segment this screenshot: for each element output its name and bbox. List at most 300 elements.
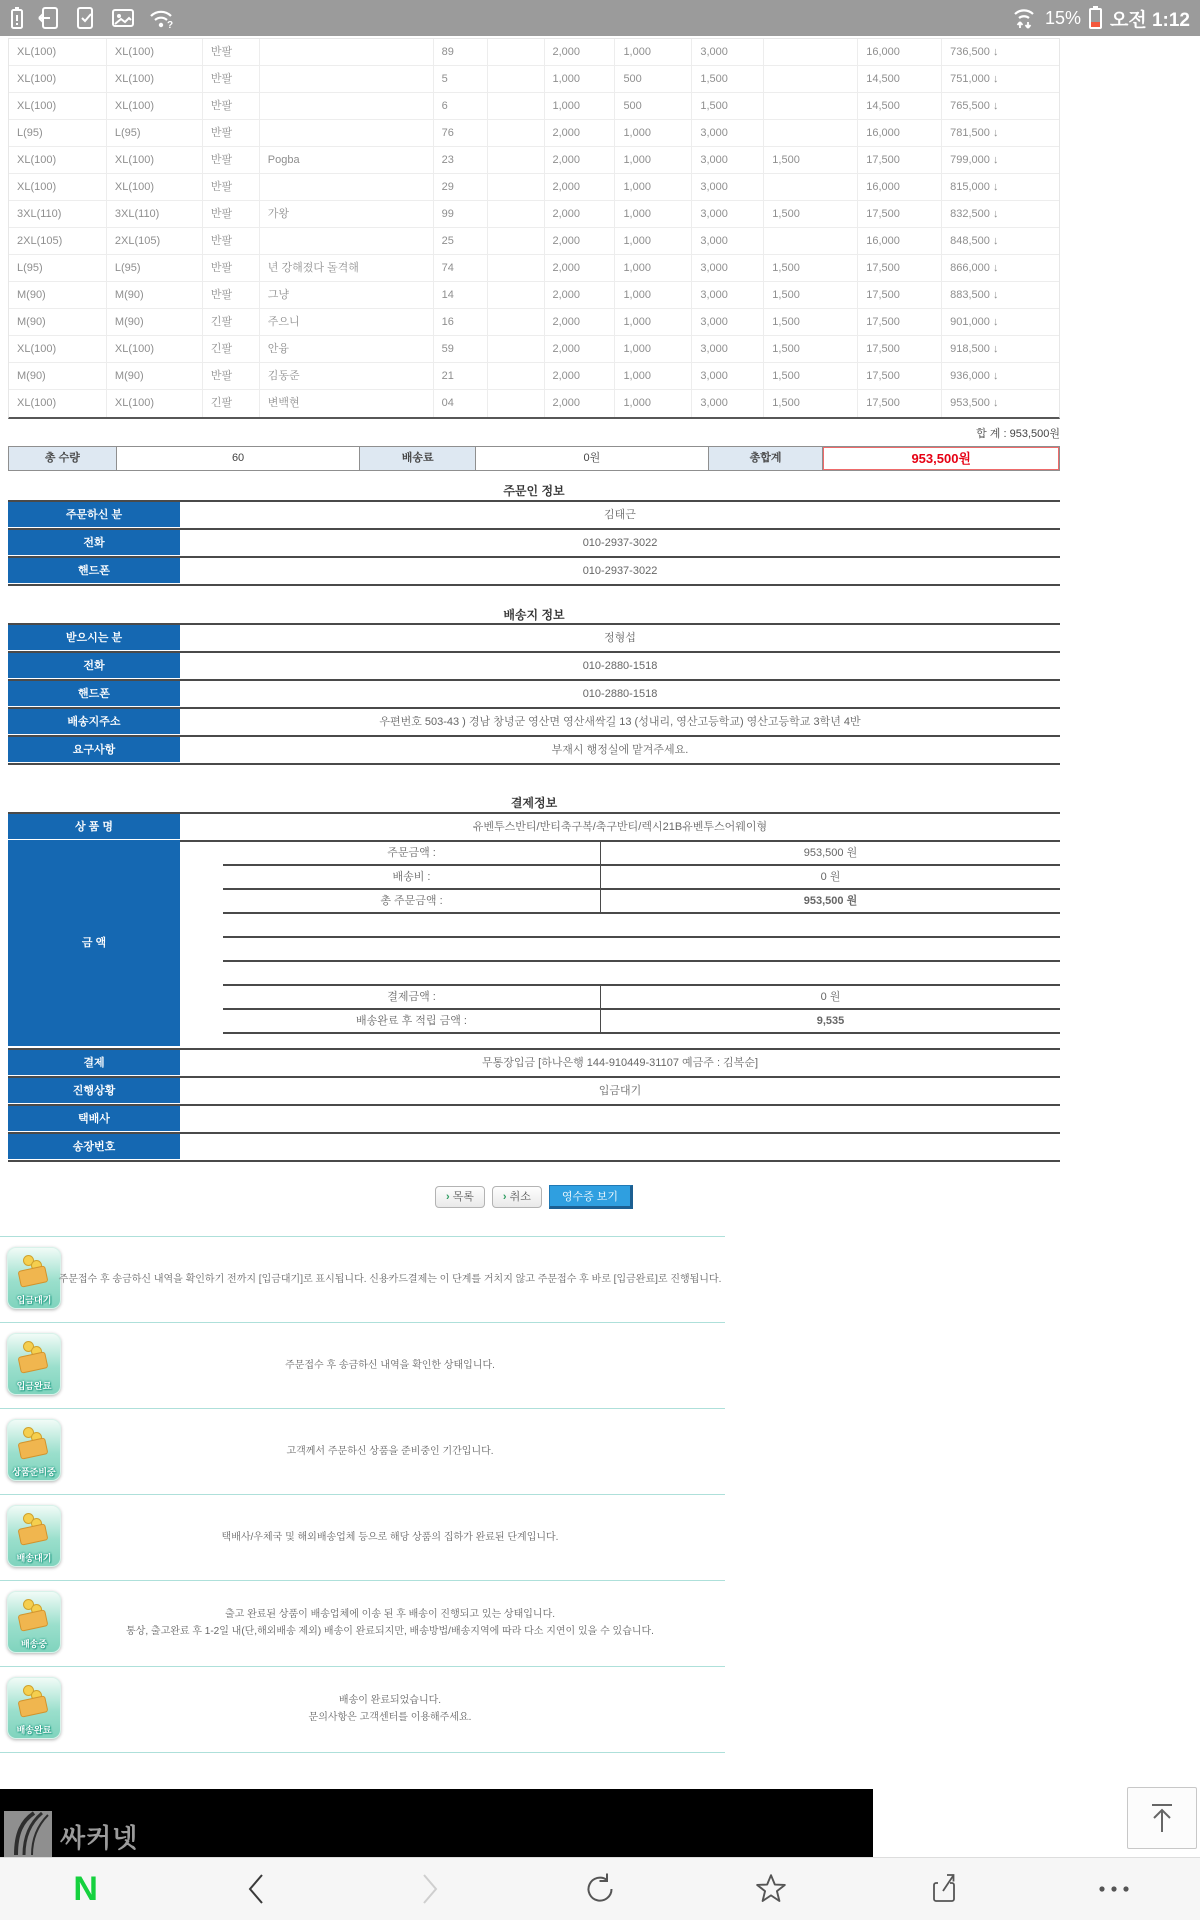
order-sum: 합 계 : 953,500원 xyxy=(976,428,1060,440)
order-row xyxy=(9,282,1059,309)
order-row xyxy=(9,174,1059,201)
shipping-label: 배송지주소 xyxy=(8,709,180,734)
separator-line xyxy=(0,1752,725,1753)
amount-row-label: 배송비 : xyxy=(392,871,431,883)
price2-cell: 1,000 xyxy=(615,174,692,200)
price1-cell: 1,000 xyxy=(545,93,616,119)
option-size2-cell: XL(100) xyxy=(107,174,203,200)
price2-cell: 1,000 xyxy=(615,39,692,65)
shipping-label: 핸드폰 xyxy=(8,681,180,706)
price2-cell: 1,000 xyxy=(615,228,692,254)
svg-text:?: ? xyxy=(167,20,174,30)
status-guide-block xyxy=(0,1408,1200,1494)
price4-cell: 1,500 xyxy=(764,336,858,362)
marking-name-cell: 변백현 xyxy=(260,390,434,417)
payment-value: 입금대기 xyxy=(598,1085,642,1097)
unit-total-cell: 17,500 xyxy=(858,282,942,308)
total-qty-value: 60 xyxy=(116,447,360,470)
naver-home-button[interactable] xyxy=(56,1864,116,1914)
amount-row xyxy=(223,866,1060,890)
product-name-row xyxy=(8,812,1060,842)
shipping-value: 정형섭 xyxy=(604,632,636,644)
shipping-row xyxy=(8,625,1060,653)
price3-cell: 3,000 xyxy=(692,39,764,65)
option-size-cell: M(90) xyxy=(9,282,107,308)
blank-cell xyxy=(488,174,545,200)
doc-check-icon xyxy=(74,6,98,30)
price2-cell: 1,000 xyxy=(615,201,692,227)
shipping-value: 부재시 행정실에 맡겨주세요. xyxy=(551,744,689,756)
sleeve-cell: 긴팔 xyxy=(203,336,260,362)
status-guide-line: 주문접수 후 송금하신 내역을 확인한 상태입니다. xyxy=(285,1359,495,1371)
option-size2-cell: XL(100) xyxy=(107,336,203,362)
order-items-table xyxy=(8,38,1060,419)
price4-cell xyxy=(764,39,858,65)
price1-cell: 2,000 xyxy=(545,390,616,417)
sleeve-cell: 반팔 xyxy=(203,147,260,173)
list-button[interactable]: › 목록 xyxy=(435,1186,485,1208)
sleeve-cell: 반팔 xyxy=(203,174,260,200)
price2-cell: 500 xyxy=(615,66,692,92)
orderer-label: 전화 xyxy=(8,530,180,555)
marking-name-cell: 주으니 xyxy=(260,309,434,335)
unit-total-cell: 17,500 xyxy=(858,363,942,389)
shipping-row xyxy=(8,737,1060,765)
amount-row-label: 주문금액 : xyxy=(387,847,436,859)
price3-cell: 3,000 xyxy=(692,174,764,200)
order-row xyxy=(9,390,1059,417)
option-size-cell: L(95) xyxy=(9,255,107,281)
option-size2-cell: XL(100) xyxy=(107,147,203,173)
payment-row xyxy=(8,1078,1060,1106)
sleeve-cell: 반팔 xyxy=(203,282,260,308)
status-badge: 배송완료 xyxy=(16,1725,52,1735)
more-dots-icon xyxy=(1094,1879,1134,1899)
amount-row-label: 총 주문금액 : xyxy=(380,895,443,907)
share-button[interactable] xyxy=(913,1864,973,1914)
blank-cell xyxy=(488,39,545,65)
product-name-value: 유벤투스반티/반티축구복/축구반티/렉시21B유벤투스어웨이형 xyxy=(472,821,768,833)
sleeve-cell: 긴팔 xyxy=(203,390,260,417)
amount-row-value xyxy=(600,938,1060,960)
blank-cell xyxy=(488,255,545,281)
option-size-cell: M(90) xyxy=(9,363,107,389)
amount-empty-row xyxy=(223,914,1060,938)
forward-icon xyxy=(415,1871,443,1907)
sleeve-cell: 반팔 xyxy=(203,228,260,254)
price4-cell xyxy=(764,93,858,119)
price4-cell: 1,500 xyxy=(764,147,858,173)
unit-total-cell: 17,500 xyxy=(858,390,942,417)
price4-cell xyxy=(764,228,858,254)
sleeve-cell: 반팔 xyxy=(203,39,260,65)
price3-cell: 3,000 xyxy=(692,255,764,281)
order-row xyxy=(9,255,1059,282)
blank-cell xyxy=(488,309,545,335)
grand-total-label: 총합계 xyxy=(708,447,823,470)
total-qty-label: 총 수량 xyxy=(9,447,116,470)
export-icon xyxy=(37,6,61,30)
running-total-cell: 953,500 ↓ xyxy=(950,397,999,409)
sleeve-cell: 반팔 xyxy=(203,363,260,389)
price3-cell: 1,500 xyxy=(692,66,764,92)
unit-total-cell: 17,500 xyxy=(858,336,942,362)
bookmark-button[interactable] xyxy=(741,1864,801,1914)
price1-cell: 2,000 xyxy=(545,363,616,389)
shipping-section-title: 배송지 정보 xyxy=(503,608,565,622)
payment-label: 택배사 xyxy=(8,1106,180,1131)
status-guide-line: 문의사항은 고객센터를 이용해주세요. xyxy=(308,1712,472,1723)
forward-button[interactable] xyxy=(399,1864,459,1914)
running-total-cell: 832,500 ↓ xyxy=(950,208,999,220)
unit-total-cell: 14,500 xyxy=(858,66,942,92)
orderer-label: 핸드폰 xyxy=(8,558,180,583)
shipping-fee-value: 0원 xyxy=(475,447,708,470)
price1-cell: 2,000 xyxy=(545,147,616,173)
back-icon xyxy=(243,1871,271,1907)
blank-cell xyxy=(488,201,545,227)
totals-bar xyxy=(8,446,1060,471)
marking-name-cell: 년 강해졌다 돌격해 xyxy=(260,255,434,281)
status-guide-line: 택배사/우체국 및 해외배송업체 등으로 해당 상품의 집하가 완료된 단계입니다. xyxy=(221,1531,559,1543)
marking-name-cell: Pogba xyxy=(260,147,434,173)
price1-cell: 2,000 xyxy=(545,309,616,335)
status-badge: 상품준비중 xyxy=(12,1467,56,1477)
price4-cell xyxy=(764,66,858,92)
marking-name-cell xyxy=(260,93,434,119)
payment-label: 결제 xyxy=(8,1050,180,1075)
amount-row-label xyxy=(223,914,600,936)
battery-icon xyxy=(1089,8,1102,29)
option-size-cell: M(90) xyxy=(9,309,107,335)
shipping-fee-label: 배송료 xyxy=(359,447,475,470)
price3-cell: 3,000 xyxy=(692,363,764,389)
sleeve-cell: 반팔 xyxy=(203,255,260,281)
price3-cell: 3,000 xyxy=(692,201,764,227)
option-size2-cell: L(95) xyxy=(107,120,203,146)
option-size2-cell: M(90) xyxy=(107,309,203,335)
price1-cell: 2,000 xyxy=(545,39,616,65)
status-guide-block xyxy=(0,1236,1200,1322)
more-button[interactable] xyxy=(1084,1864,1144,1914)
cancel-button[interactable]: › 취소 xyxy=(492,1186,542,1208)
amount-row-label: 결제금액 : xyxy=(387,991,436,1003)
option-size-cell: XL(100) xyxy=(9,39,107,65)
orderer-value: 010-2937-3022 xyxy=(582,565,658,577)
amount-row-label: 배송완료 후 적립 금액 : xyxy=(356,1015,467,1027)
running-total-cell: 901,000 ↓ xyxy=(950,316,999,328)
battery-alert-icon xyxy=(10,6,24,30)
bookmark-star-icon xyxy=(755,1872,787,1906)
marking-name-cell xyxy=(260,228,434,254)
marking-number-cell: 5 xyxy=(434,66,488,92)
order-row xyxy=(9,228,1059,255)
running-total-cell: 765,500 ↓ xyxy=(950,100,999,112)
amount-region xyxy=(8,840,1060,1048)
marking-number-cell: 21 xyxy=(434,363,488,389)
shipping-value: 우편번호 503-43 ) 경남 창녕군 영산면 영산새싹길 13 (성내리, 영산고등학교) 영산고등학교 3학년 4반 xyxy=(379,716,861,728)
status-badge: 입금대기 xyxy=(16,1295,52,1305)
option-size2-cell: XL(100) xyxy=(107,390,203,417)
option-size-cell: XL(100) xyxy=(9,93,107,119)
marking-number-cell: 6 xyxy=(434,93,488,119)
shipping-value: 010-2880-1518 xyxy=(582,660,658,672)
amount-label: 금 액 xyxy=(8,840,180,1046)
marking-name-cell xyxy=(260,174,434,200)
amount-empty-row xyxy=(223,938,1060,962)
option-size2-cell: M(90) xyxy=(107,363,203,389)
order-status-guide xyxy=(0,1236,1200,1752)
option-size2-cell: 3XL(110) xyxy=(107,201,203,227)
order-row xyxy=(9,363,1059,390)
marking-number-cell: 74 xyxy=(434,255,488,281)
status-guide-line: 주문접수 후 송금하신 내역을 확인하기 전까지 [입금대기]로 표시됩니다. 신용카드결제는 이 단계를 거치지 않고 주문접수 후 바로 [입금완료]로 진행됩니다. xyxy=(58,1273,722,1285)
marking-number-cell: 16 xyxy=(434,309,488,335)
unit-total-cell: 17,500 xyxy=(858,147,942,173)
running-total-cell: 799,000 ↓ xyxy=(950,154,999,166)
marking-number-cell: 23 xyxy=(434,147,488,173)
unit-total-cell: 14,500 xyxy=(858,93,942,119)
orderer-value: 김태근 xyxy=(604,509,636,521)
android-status-bar xyxy=(0,0,1200,36)
price1-cell: 2,000 xyxy=(545,120,616,146)
marking-number-cell: 25 xyxy=(434,228,488,254)
marking-name-cell xyxy=(260,39,434,65)
status-guide-text xyxy=(40,1494,740,1580)
marking-name-cell xyxy=(260,66,434,92)
orderer-row xyxy=(8,558,1060,586)
option-size-cell: 3XL(110) xyxy=(9,201,107,227)
running-total-cell: 936,000 ↓ xyxy=(950,370,999,382)
status-bar-notification-icons xyxy=(10,6,174,30)
blank-cell xyxy=(488,66,545,92)
option-size-cell: XL(100) xyxy=(9,66,107,92)
status-guide-text xyxy=(40,1580,740,1666)
status-badge: 배송중 xyxy=(20,1639,48,1649)
price2-cell: 1,000 xyxy=(615,147,692,173)
option-size-cell: XL(100) xyxy=(9,336,107,362)
option-size2-cell: XL(100) xyxy=(107,66,203,92)
order-row xyxy=(9,309,1059,336)
amount-row-value: 953,500 원 xyxy=(600,890,1060,912)
payment-label: 송장번호 xyxy=(8,1134,180,1159)
blank-cell xyxy=(488,282,545,308)
marking-number-cell: 59 xyxy=(434,336,488,362)
shipping-info-table xyxy=(8,623,1060,765)
marking-number-cell: 14 xyxy=(434,282,488,308)
blank-cell xyxy=(488,390,545,417)
price1-cell: 2,000 xyxy=(545,201,616,227)
amount-empty-row xyxy=(223,962,1060,986)
option-size-cell: 2XL(105) xyxy=(9,228,107,254)
price3-cell: 3,000 xyxy=(692,120,764,146)
amount-row-value: 953,500 원 xyxy=(600,842,1060,864)
running-total-cell: 736,500 ↓ xyxy=(950,46,999,58)
status-guide-line: 출고 완료된 상품이 배송업체에 이송 된 후 배송이 진행되고 있는 상태입니다. xyxy=(224,1609,556,1620)
sleeve-cell: 반팔 xyxy=(203,93,260,119)
sleeve-cell: 반팔 xyxy=(203,120,260,146)
unit-total-cell: 17,500 xyxy=(858,255,942,281)
status-guide-block xyxy=(0,1666,1200,1752)
blank-cell xyxy=(488,147,545,173)
running-total-cell: 848,500 ↓ xyxy=(950,235,999,247)
wifi-question-icon xyxy=(148,6,174,30)
status-guide-block xyxy=(0,1494,1200,1580)
browser-bottom-bar xyxy=(0,1857,1200,1920)
blank-cell xyxy=(488,93,545,119)
sleeve-cell: 반팔 xyxy=(203,66,260,92)
marking-name-cell: 가왕 xyxy=(260,201,434,227)
shipping-row xyxy=(8,709,1060,737)
amount-row-value: 0 원 xyxy=(600,986,1060,1008)
payment-row xyxy=(8,1134,1060,1162)
status-badge: 입금완료 xyxy=(16,1381,52,1391)
price4-cell: 1,500 xyxy=(764,363,858,389)
amount-sub-table xyxy=(223,840,1060,1034)
price1-cell: 2,000 xyxy=(545,282,616,308)
share-icon xyxy=(926,1871,960,1907)
receipt-button[interactable]: 영수증 보기 xyxy=(549,1185,633,1209)
option-size-cell: XL(100) xyxy=(9,390,107,417)
price1-cell: 2,000 xyxy=(545,228,616,254)
price3-cell: 3,000 xyxy=(692,309,764,335)
running-total-cell: 751,000 ↓ xyxy=(950,73,999,85)
chevron-right-icon: › xyxy=(445,1191,450,1203)
payment-value: 무통장입금 [하나은행 144-910449-31107 예금주 : 김복순] xyxy=(482,1057,758,1069)
unit-total-cell: 16,000 xyxy=(858,39,942,65)
running-total-cell: 883,500 ↓ xyxy=(950,289,999,301)
status-guide-block xyxy=(0,1580,1200,1666)
amount-row-value: 9,535 xyxy=(600,1010,1060,1032)
unit-total-cell: 17,500 xyxy=(858,309,942,335)
price2-cell: 1,000 xyxy=(615,255,692,281)
unit-total-cell: 16,000 xyxy=(858,120,942,146)
marking-name-cell: 안융 xyxy=(260,336,434,362)
running-total-cell: 781,500 ↓ xyxy=(950,127,999,139)
price1-cell: 2,000 xyxy=(545,336,616,362)
marking-number-cell: 89 xyxy=(434,39,488,65)
refresh-icon xyxy=(582,1871,618,1907)
status-guide-block xyxy=(0,1322,1200,1408)
unit-total-cell: 17,500 xyxy=(858,201,942,227)
sleeve-cell: 반팔 xyxy=(203,201,260,227)
blank-cell xyxy=(488,363,545,389)
price1-cell: 2,000 xyxy=(545,255,616,281)
orderer-label: 주문하신 분 xyxy=(8,502,180,527)
status-guide-text xyxy=(40,1322,740,1408)
price3-cell: 3,000 xyxy=(692,282,764,308)
option-size2-cell: M(90) xyxy=(107,282,203,308)
back-button[interactable] xyxy=(227,1864,287,1914)
amount-row-value xyxy=(600,914,1060,936)
price4-cell: 1,500 xyxy=(764,255,858,281)
status-guide-text xyxy=(40,1408,740,1494)
status-bar-clock: 오전 1:12 xyxy=(1109,9,1190,31)
price3-cell: 3,000 xyxy=(692,228,764,254)
price3-cell: 1,500 xyxy=(692,93,764,119)
payment-value xyxy=(180,1134,1060,1160)
amount-row-label xyxy=(223,962,600,984)
amount-row xyxy=(223,890,1060,914)
orderer-row xyxy=(8,502,1060,530)
payment-section-title: 결제정보 xyxy=(510,796,558,810)
orderer-section-title: 주문인 정보 xyxy=(503,484,565,498)
shipping-row xyxy=(8,653,1060,681)
payment-row xyxy=(8,1106,1060,1134)
shipping-label: 받으시는 분 xyxy=(8,625,180,650)
shipping-row xyxy=(8,681,1060,709)
price3-cell: 3,000 xyxy=(692,336,764,362)
blank-cell xyxy=(488,120,545,146)
payment-label: 진행상황 xyxy=(8,1078,180,1103)
option-size-cell: XL(100) xyxy=(9,147,107,173)
amount-row-label xyxy=(223,938,600,960)
scroll-to-top-button[interactable] xyxy=(1127,1787,1197,1849)
marking-number-cell: 04 xyxy=(434,390,488,417)
option-size2-cell: XL(100) xyxy=(107,39,203,65)
marking-number-cell: 99 xyxy=(434,201,488,227)
orderer-value: 010-2937-3022 xyxy=(582,537,658,549)
status-guide-line: 배송이 완료되었습니다. xyxy=(338,1695,442,1706)
price4-cell: 1,500 xyxy=(764,309,858,335)
price4-cell xyxy=(764,120,858,146)
order-row xyxy=(9,336,1059,363)
orderer-row xyxy=(8,530,1060,558)
price1-cell: 1,000 xyxy=(545,66,616,92)
shipping-label: 전화 xyxy=(8,653,180,678)
option-size2-cell: 2XL(105) xyxy=(107,228,203,254)
grand-total-value: 953,500원 xyxy=(822,447,1059,470)
amount-row xyxy=(223,986,1060,1010)
price2-cell: 1,000 xyxy=(615,309,692,335)
data-transfer-icon xyxy=(1011,5,1037,31)
price4-cell xyxy=(764,174,858,200)
payment-row xyxy=(8,1050,1060,1078)
option-size2-cell: XL(100) xyxy=(107,93,203,119)
marking-name-cell xyxy=(260,120,434,146)
price2-cell: 500 xyxy=(615,93,692,119)
chevron-right-icon: › xyxy=(502,1191,507,1203)
status-badge: 배송대기 xyxy=(16,1553,52,1563)
marking-number-cell: 76 xyxy=(434,120,488,146)
payment-value xyxy=(180,1106,1060,1132)
payment-detail-table xyxy=(8,1048,1060,1162)
status-guide-line: 통상, 출고완료 후 1-2일 내(단,해외배송 제외) 배송이 완료되지만, 배송방법/배송지역에 따라 다소 지연이 있을 수 있습니다. xyxy=(126,1626,654,1637)
order-row xyxy=(9,39,1059,66)
naver-icon: N xyxy=(73,1869,98,1908)
price3-cell: 3,000 xyxy=(692,147,764,173)
brand-name: 싸커넷 xyxy=(60,1823,139,1853)
arrow-up-icon xyxy=(1144,1799,1180,1837)
shipping-label: 요구사항 xyxy=(8,737,180,762)
price2-cell: 1,000 xyxy=(615,120,692,146)
running-total-cell: 866,000 ↓ xyxy=(950,262,999,274)
option-size-cell: L(95) xyxy=(9,120,107,146)
unit-total-cell: 16,000 xyxy=(858,174,942,200)
status-guide-text xyxy=(40,1236,740,1322)
status-guide-line: 고객께서 주문하신 상품을 준비중인 기간입니다. xyxy=(286,1445,494,1457)
product-name-label: 상 품 명 xyxy=(8,814,180,839)
amount-row xyxy=(223,842,1060,866)
blank-cell xyxy=(488,336,545,362)
orderer-info-table xyxy=(8,500,1060,586)
image-icon xyxy=(111,6,135,30)
refresh-button[interactable] xyxy=(570,1864,630,1914)
price2-cell: 1,000 xyxy=(615,363,692,389)
order-row xyxy=(9,147,1059,174)
option-size-cell: XL(100) xyxy=(9,174,107,200)
status-guide-text xyxy=(40,1666,740,1752)
